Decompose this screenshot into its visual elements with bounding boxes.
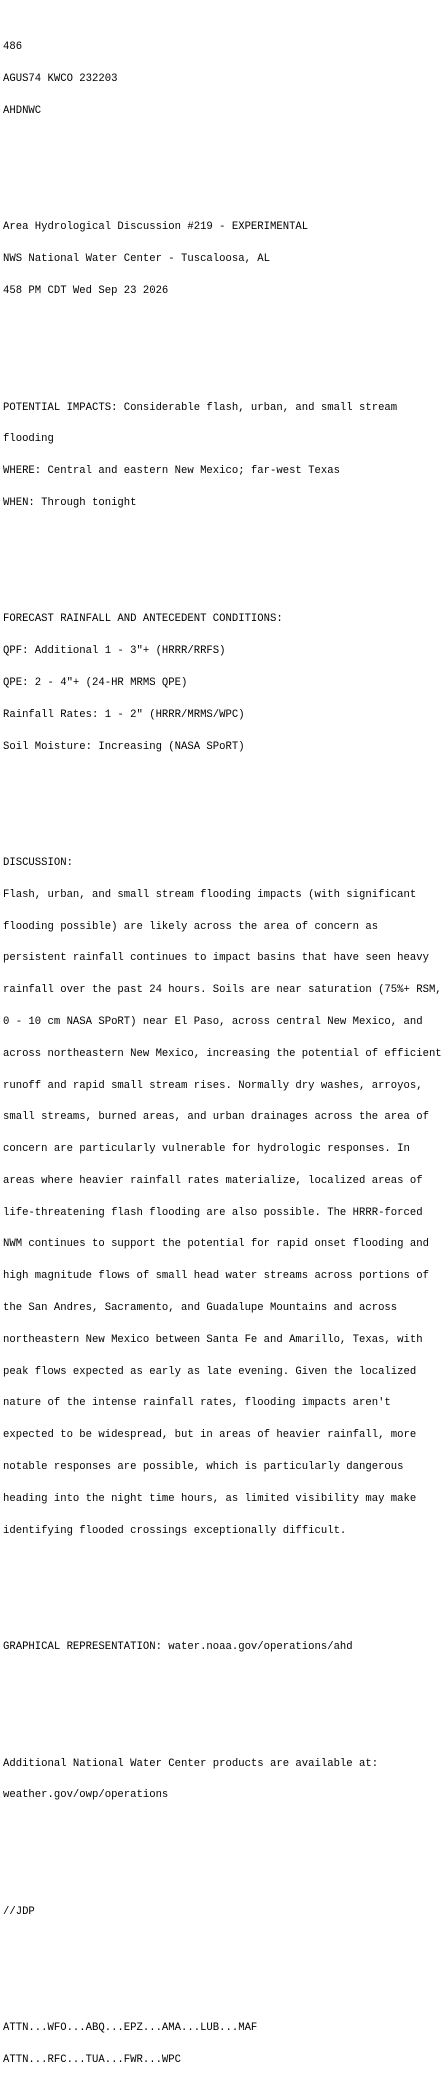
discussion-line: rainfall over the past 24 hours. Soils are near saturation (75%+ RSM, bbox=[3, 984, 442, 997]
graphical-link-line: GRAPHICAL REPRESENTATION: water.noaa.gov/operations/ahd bbox=[3, 1641, 353, 1654]
discussion-line: flooding possible) are likely across the area of concern as bbox=[3, 920, 379, 933]
title-line: 458 PM CDT Wed Sep 23 2026 bbox=[3, 285, 169, 298]
attn-line: ATTN...RFC...TUA...FWR...WPC bbox=[3, 2054, 182, 2067]
discussion-block bbox=[3, 837, 445, 1557]
forecast-line: Rainfall Rates: 1 - 2" (HRRR/MRMS/WPC) bbox=[3, 708, 245, 721]
discussion-line: nature of the intense rainfall rates, flooding impacts aren't bbox=[3, 1397, 391, 1410]
header-line: AHDNWC bbox=[3, 104, 42, 117]
discussion-line: runoff and rapid small stream rises. Normally dry washes, arroyos, bbox=[3, 1079, 423, 1092]
forecast-line: QPE: 2 - 4"+ (24-HR MRMS QPE) bbox=[3, 677, 188, 689]
header-line: 486 bbox=[3, 41, 23, 54]
blank-line bbox=[3, 795, 445, 806]
discussion-line: peak flows expected as early as late evening. Given the localized bbox=[3, 1365, 417, 1378]
impacts-block bbox=[3, 381, 445, 529]
blank-line bbox=[3, 339, 445, 350]
discussion-line: areas where heavier rainfall rates materialize, localized areas of bbox=[3, 1174, 423, 1187]
forecast-block bbox=[3, 593, 445, 773]
forecast-line: QPF: Additional 1 - 3"+ (HRRR/RRFS) bbox=[3, 645, 226, 658]
additional-products-block bbox=[3, 1737, 445, 1822]
graphical-block bbox=[3, 1621, 445, 1674]
additional-line: Additional National Water Center products are available at: bbox=[3, 1757, 379, 1770]
discussion-line: notable responses are possible, which is particularly dangerous bbox=[3, 1460, 404, 1473]
attn-block bbox=[3, 2002, 445, 2087]
discussion-line: expected to be widespread, but in areas of heavier rainfall, more bbox=[3, 1429, 417, 1442]
blank-line bbox=[3, 1695, 445, 1706]
discussion-line: DISCUSSION: bbox=[3, 857, 73, 870]
discussion-line: NWM continues to support the potential for rapid onset flooding and bbox=[3, 1238, 429, 1251]
impacts-line: WHERE: Central and eastern New Mexico; far-west Texas bbox=[3, 465, 340, 478]
discussion-line: small streams, burned areas, and urban drainages across the area of bbox=[3, 1111, 429, 1124]
header-block bbox=[3, 21, 445, 138]
impacts-line: WHEN: Through tonight bbox=[3, 496, 137, 509]
additional-line: weather.gov/owp/operations bbox=[3, 1789, 169, 1802]
discussion-line: persistent rainfall continues to impact basins that have seen heavy bbox=[3, 952, 429, 965]
discussion-line: 0 - 10 cm NASA SPoRT) near El Paso, across central New Mexico, and bbox=[3, 1016, 423, 1028]
blank-line bbox=[3, 159, 445, 170]
discussion-line: identifying flooded crossings exceptionally difficult. bbox=[3, 1524, 347, 1537]
discussion-line: life-threatening flash flooding are also possible. The HRRR-forced bbox=[3, 1206, 423, 1219]
forecast-line: FORECAST RAINFALL AND ANTECEDENT CONDITIONS: bbox=[3, 613, 283, 626]
blank-line bbox=[3, 1960, 445, 1971]
impacts-line: POTENTIAL IMPACTS: Considerable flash, urban, and small stream bbox=[3, 401, 398, 414]
discussion-line: concern are particularly vulnerable for hydrologic responses. In bbox=[3, 1143, 410, 1156]
discussion-line: high magnitude flows of small head water streams across portions of bbox=[3, 1270, 429, 1283]
blank-line bbox=[3, 1578, 445, 1589]
signature-line: //JDP bbox=[3, 1905, 35, 1918]
title-block bbox=[3, 201, 445, 318]
forecast-line: Soil Moisture: Increasing (NASA SPoRT) bbox=[3, 740, 245, 753]
discussion-line: across northeastern New Mexico, increasing the potential of efficient bbox=[3, 1047, 442, 1060]
discussion-line: the San Andres, Sacramento, and Guadalupe Mountains and across bbox=[3, 1302, 398, 1315]
blank-line bbox=[3, 1843, 445, 1854]
impacts-line: flooding bbox=[3, 433, 54, 446]
signature-block bbox=[3, 1886, 445, 1939]
blank-line bbox=[3, 551, 445, 562]
discussion-line: northeastern New Mexico between Santa Fe and Amarillo, Texas, with bbox=[3, 1333, 423, 1346]
discussion-line: Flash, urban, and small stream flooding impacts (with significant bbox=[3, 888, 417, 901]
attn-line: ATTN...WFO...ABQ...EPZ...AMA...LUB...MAF bbox=[3, 2022, 258, 2035]
discussion-line: heading into the night time hours, as limited visibility may make bbox=[3, 1492, 417, 1505]
header-line: AGUS74 KWCO 232203 bbox=[3, 73, 118, 86]
title-line: NWS National Water Center - Tuscaloosa, AL bbox=[3, 253, 271, 266]
title-line: Area Hydrological Discussion #219 - EXPERIMENTAL bbox=[3, 221, 309, 234]
